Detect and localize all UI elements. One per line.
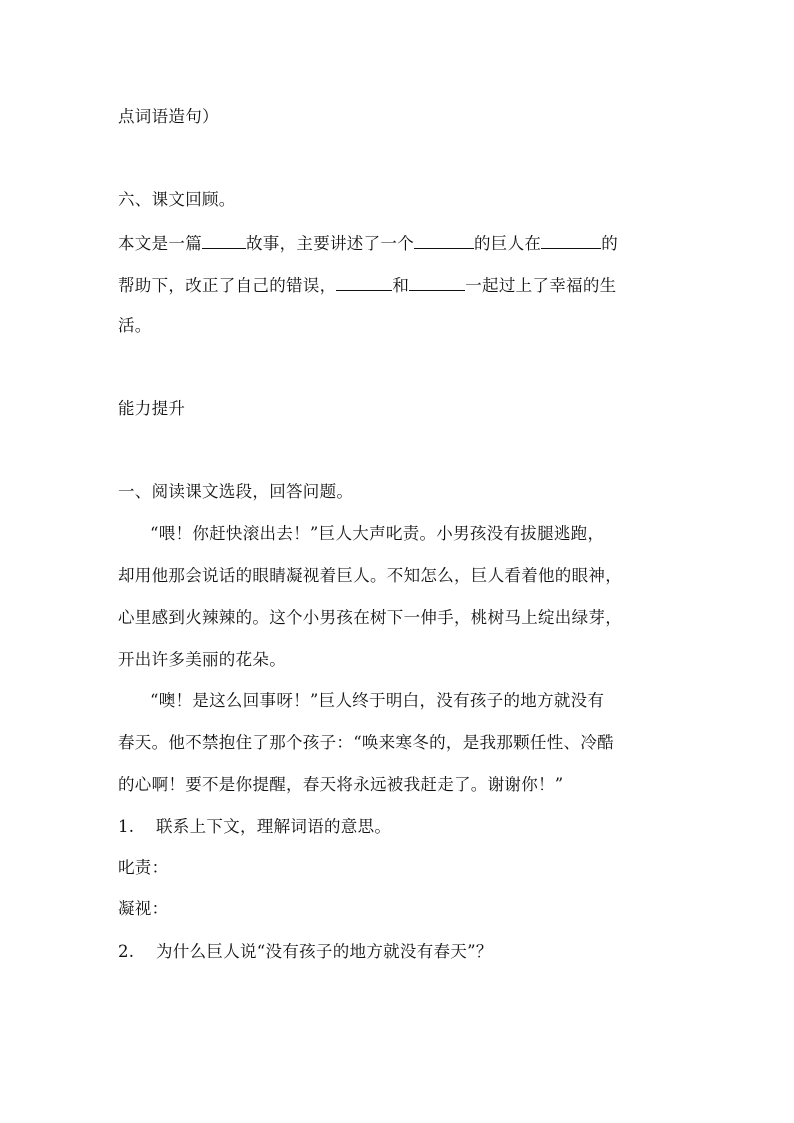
- passage-para1-line1: “喂！你赶快滚出去！”巨人大声叱责。小男孩没有拔腿逃跑，: [150, 524, 605, 543]
- blank-person-2[interactable]: [409, 273, 465, 291]
- term-ningshi: 凝视：: [118, 899, 169, 918]
- review-line-2: [118, 273, 678, 297]
- review-line-3: 活。: [118, 316, 152, 335]
- review-line-1: [118, 231, 678, 255]
- passage-para1-line2: 却用他那会说话的眼睛凝视着巨人。不知怎么，巨人看着他的眼神，: [118, 566, 622, 585]
- review-text-1a: 本文是一篇: [118, 234, 202, 253]
- intro-tail-text: 点词语造句）: [118, 107, 219, 126]
- review-text-1b: 故事，主要讲述了一个: [246, 234, 414, 253]
- question-1-number: 1.: [118, 817, 135, 836]
- term-chize: 叱责：: [118, 858, 169, 877]
- section-reading-heading: 一、阅读课文选段，回答问题。: [118, 482, 354, 501]
- review-text-2c: 一起过上了幸福的生: [465, 276, 617, 295]
- passage-para2-line1: “噢！是这么回事呀！”巨人终于明白，没有孩子的地方就没有: [150, 691, 605, 710]
- blank-helper[interactable]: [541, 231, 601, 249]
- question-1-text: 联系上下文，理解词语的意思。: [156, 817, 392, 836]
- review-text-2b: 和: [392, 276, 410, 295]
- passage-para2-line3: 的心啊！要不是你提醒，春天将永远被我赶走了。谢谢你！”: [118, 775, 564, 794]
- passage-para1-line3: 心里感到火辣辣的。这个小男孩在树下一伸手，桃树马上绽出绿芽，: [118, 608, 622, 627]
- passage-para2-line2: 春天。他不禁抱住了那个孩子：“唤来寒冬的，是我那颗任性、冷酷: [118, 733, 614, 752]
- blank-story-type[interactable]: [202, 231, 246, 249]
- blank-giant-adjective[interactable]: [414, 231, 474, 249]
- question-2-text: 为什么巨人说“没有孩子的地方就没有春天”？: [156, 942, 493, 961]
- question-2-number: 2.: [118, 942, 135, 961]
- question-2: [118, 941, 678, 963]
- review-text-1d: 的: [601, 234, 619, 253]
- blank-person-1[interactable]: [336, 273, 392, 291]
- passage-para1-line4: 开出许多美丽的花朵。: [118, 650, 286, 669]
- question-1: [118, 816, 678, 838]
- review-text-1c: 的巨人在: [474, 234, 542, 253]
- section-ability-heading: 能力提升: [118, 399, 186, 418]
- review-text-2a: 帮助下，改正了自己的错误，: [118, 276, 337, 295]
- section-review-heading: 六、课文回顾。: [118, 190, 236, 209]
